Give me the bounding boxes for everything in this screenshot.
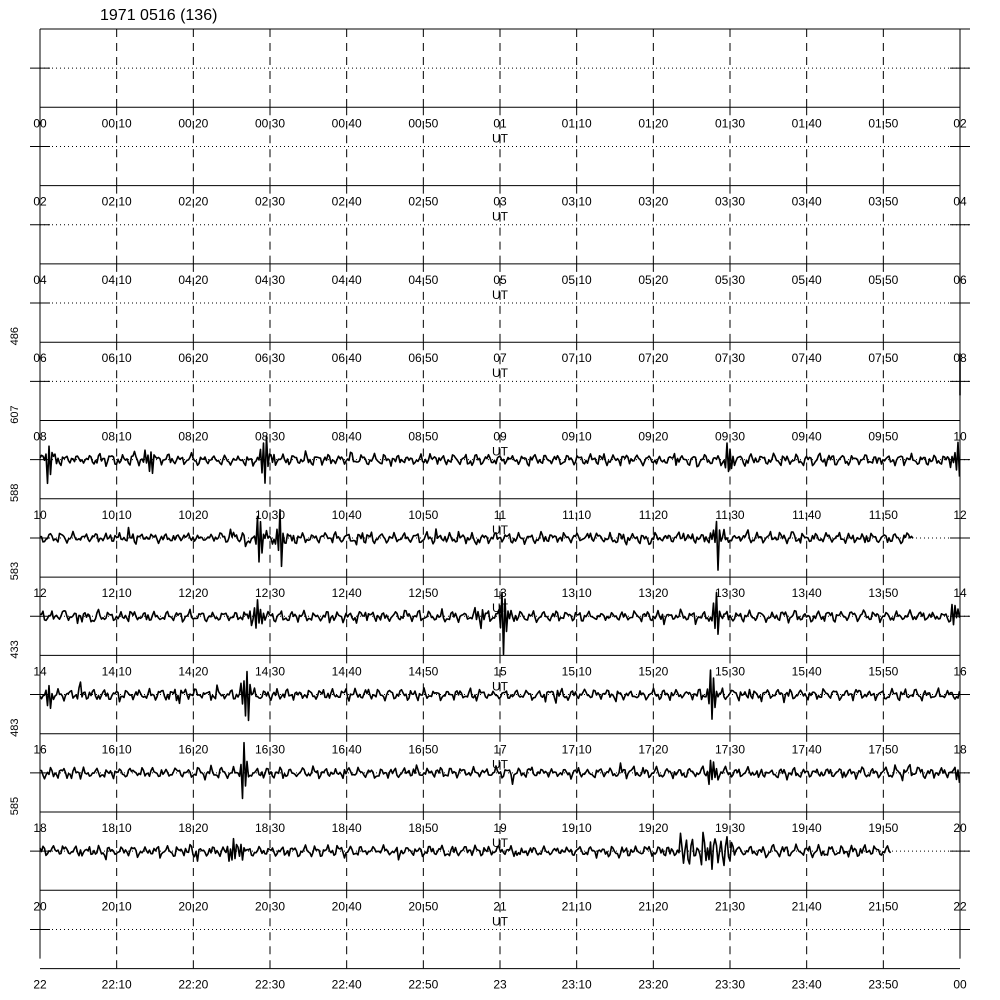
tick-label: 02:10 bbox=[101, 194, 132, 209]
tick-label: 03:40 bbox=[791, 194, 822, 209]
tick-label: 03:20 bbox=[638, 194, 669, 209]
tick-label: 05 bbox=[493, 272, 507, 287]
tick-label: 00 bbox=[33, 116, 47, 131]
tick-label: 20:20 bbox=[178, 899, 209, 914]
tick-label: 22:50 bbox=[408, 977, 439, 992]
tick-label: 15:20 bbox=[638, 664, 669, 679]
tick-label: 19:50 bbox=[868, 821, 899, 835]
tick-label: 07 bbox=[493, 351, 507, 366]
tick-label: 22 bbox=[33, 977, 47, 992]
tick-label: 09:10 bbox=[561, 429, 592, 444]
tick-label: 16:40 bbox=[331, 742, 362, 757]
row-side-label: 588 bbox=[9, 483, 21, 502]
tick-label: 02:20 bbox=[178, 194, 209, 209]
tick-label: 14 bbox=[953, 586, 967, 601]
tick-label: 13:20 bbox=[638, 586, 669, 601]
tick-label: 07:30 bbox=[714, 351, 746, 366]
tick-label: 08 bbox=[953, 351, 967, 366]
tick-label: 06:10 bbox=[101, 351, 132, 366]
tick-label: 05:10 bbox=[561, 272, 592, 287]
tick-label: 06 bbox=[953, 272, 967, 287]
tick-label: 12:40 bbox=[331, 586, 362, 601]
chart-plot-area bbox=[9, 29, 970, 992]
tick-label: 06:40 bbox=[331, 351, 362, 366]
tick-label: 17 bbox=[493, 742, 507, 757]
tick-label: 07:10 bbox=[561, 351, 592, 366]
tick-label: 08:40 bbox=[331, 429, 362, 444]
tick-label: 02 bbox=[953, 116, 967, 131]
tick-label: 02:50 bbox=[408, 194, 439, 209]
tick-label: 19:40 bbox=[791, 821, 822, 835]
tick-label: 17:10 bbox=[561, 742, 592, 757]
tick-label: 03 bbox=[493, 194, 507, 209]
tick-label: 12:30 bbox=[254, 586, 286, 601]
tick-label: 17:30 bbox=[714, 742, 746, 757]
tick-label: 11:20 bbox=[638, 507, 668, 522]
tick-label: 06:20 bbox=[178, 351, 209, 366]
tick-label: 00:40 bbox=[331, 116, 362, 131]
x-axis-label: UT bbox=[492, 601, 508, 616]
tick-label: 22:40 bbox=[331, 977, 362, 992]
tick-label: 01:30 bbox=[714, 116, 746, 131]
tick-label: 09:20 bbox=[638, 429, 669, 444]
row-side-label: 585 bbox=[9, 796, 21, 816]
tick-label: 06:30 bbox=[254, 351, 286, 366]
tick-label: 19:30 bbox=[714, 821, 746, 835]
tick-label: 10:30 bbox=[254, 507, 286, 522]
tick-label: 15:40 bbox=[791, 664, 822, 679]
tick-label: 20:30 bbox=[254, 899, 286, 914]
tick-label: 20:40 bbox=[331, 899, 362, 914]
tick-label: 14:30 bbox=[254, 664, 286, 679]
tick-label: 12:10 bbox=[101, 586, 132, 601]
tick-label: 10:10 bbox=[101, 507, 132, 522]
x-axis-label: UT bbox=[492, 366, 508, 381]
chart-title: 1971 0516 (136) bbox=[100, 7, 218, 24]
tick-label: 21:40 bbox=[791, 899, 822, 914]
tick-label: 11 bbox=[493, 507, 507, 522]
tick-label: 08 bbox=[33, 429, 47, 444]
tick-label: 05:30 bbox=[714, 272, 746, 287]
tick-label: 01:20 bbox=[638, 116, 669, 131]
tick-label: 14:20 bbox=[178, 664, 209, 679]
tick-label: 04:50 bbox=[408, 272, 439, 287]
tick-label: 14:40 bbox=[331, 664, 362, 679]
tick-label: 11:40 bbox=[792, 507, 822, 522]
tick-label: 10:40 bbox=[331, 507, 362, 522]
tick-label: 08:50 bbox=[408, 429, 439, 444]
x-axis-label: UT bbox=[492, 836, 508, 850]
tick-label: 13:40 bbox=[791, 586, 822, 601]
row-side-label: 583 bbox=[9, 561, 21, 581]
tick-label: 05:20 bbox=[638, 272, 669, 287]
tick-label: 01:40 bbox=[791, 116, 822, 131]
tick-label: 23:20 bbox=[638, 977, 669, 992]
tick-label: 21 bbox=[493, 899, 507, 914]
tick-label: 12 bbox=[953, 507, 967, 522]
tick-label: 18:50 bbox=[408, 821, 439, 835]
tick-label: 01:10 bbox=[561, 116, 592, 131]
tick-label: 14:50 bbox=[408, 664, 439, 679]
tick-label: 01:50 bbox=[868, 116, 899, 131]
tick-label: 02:40 bbox=[331, 194, 362, 209]
tick-label: 14 bbox=[33, 664, 47, 679]
tick-label: 22:30 bbox=[254, 977, 286, 992]
row-side-label: 486 bbox=[9, 327, 21, 346]
row-side-label: 607 bbox=[9, 405, 21, 424]
tick-label: 14:10 bbox=[101, 664, 132, 679]
tick-label: 18 bbox=[33, 821, 47, 835]
tick-label: 15 bbox=[493, 664, 507, 679]
tick-label: 04 bbox=[953, 194, 967, 209]
tick-label: 03:10 bbox=[561, 194, 592, 209]
tick-label: 07:20 bbox=[638, 351, 669, 366]
tick-label: 18:30 bbox=[254, 821, 286, 835]
row-0 bbox=[30, 29, 970, 107]
tick-label: 18 bbox=[953, 742, 967, 757]
tick-label: 22 bbox=[953, 899, 967, 914]
tick-label: 20:50 bbox=[408, 899, 439, 914]
tick-label: 10 bbox=[33, 507, 47, 522]
tick-label: 19:20 bbox=[638, 821, 669, 835]
tick-label: 09:50 bbox=[868, 429, 899, 444]
tick-label: 09 bbox=[493, 429, 507, 444]
tick-label: 18:10 bbox=[101, 821, 132, 835]
tick-label: 10 bbox=[953, 429, 967, 444]
tick-label: 08:30 bbox=[254, 429, 286, 444]
tick-label: 13 bbox=[493, 586, 507, 601]
trace-row-10 bbox=[40, 832, 891, 869]
tick-label: 00:50 bbox=[408, 116, 439, 131]
tick-label: 13:30 bbox=[714, 586, 746, 601]
tick-label: 16 bbox=[953, 664, 967, 679]
tick-label: 05:40 bbox=[791, 272, 822, 287]
tick-label: 07:50 bbox=[868, 351, 899, 366]
tick-label: 13:50 bbox=[868, 586, 899, 601]
tick-label: 15:10 bbox=[561, 664, 592, 679]
tick-label: 11:10 bbox=[562, 507, 592, 522]
x-axis-label: UT bbox=[492, 444, 508, 459]
x-axis-label: UT bbox=[492, 914, 508, 929]
tick-label: 12 bbox=[33, 586, 47, 601]
tick-label: 22:10 bbox=[101, 977, 132, 992]
tick-label: 15:30 bbox=[714, 664, 746, 679]
tick-label: 18:20 bbox=[178, 821, 209, 835]
tick-label: 23:10 bbox=[561, 977, 592, 992]
tick-label: 21:10 bbox=[561, 899, 592, 914]
x-axis-label: UT bbox=[492, 679, 508, 694]
tick-label: 16:20 bbox=[178, 742, 209, 757]
tick-label: 12:50 bbox=[408, 586, 439, 601]
row-side-label: 483 bbox=[9, 718, 21, 737]
tick-label: 05:50 bbox=[868, 272, 899, 287]
tick-label: 19 bbox=[493, 821, 507, 835]
tick-label: 02:30 bbox=[254, 194, 286, 209]
x-axis-label: UT bbox=[492, 287, 508, 302]
tick-label: 12:20 bbox=[178, 586, 209, 601]
tick-label: 09:40 bbox=[791, 429, 822, 444]
tick-label: 08:10 bbox=[101, 429, 132, 444]
tick-label: 04:20 bbox=[178, 272, 209, 287]
tick-label: 15:50 bbox=[868, 664, 899, 679]
tick-label: 22:20 bbox=[178, 977, 209, 992]
x-axis-label: UT bbox=[492, 522, 508, 537]
tick-label: 21:50 bbox=[868, 899, 899, 914]
tick-label: 21:30 bbox=[714, 899, 746, 914]
tick-label: 06 bbox=[33, 351, 47, 366]
tick-label: 03:30 bbox=[714, 194, 746, 209]
tick-label: 04:30 bbox=[254, 272, 286, 287]
tick-label: 20 bbox=[33, 899, 47, 914]
tick-label: 17:40 bbox=[791, 742, 822, 757]
tick-label: 17:20 bbox=[638, 742, 669, 757]
x-axis-label: UT bbox=[492, 757, 508, 772]
tick-label: 23 bbox=[493, 977, 507, 992]
tick-label: 04:40 bbox=[331, 272, 362, 287]
tick-label: 02 bbox=[33, 194, 47, 209]
tick-label: 07:40 bbox=[791, 351, 822, 366]
tick-label: 23:30 bbox=[714, 977, 746, 992]
tick-label: 16:30 bbox=[254, 742, 286, 757]
tick-labels-layer bbox=[9, 116, 967, 991]
tick-label: 01 bbox=[493, 116, 507, 131]
tick-label: 19:10 bbox=[561, 821, 592, 835]
tick-label: 13:10 bbox=[561, 586, 592, 601]
row-side-label: 433 bbox=[9, 640, 21, 659]
tick-label: 00 bbox=[953, 977, 967, 992]
tick-label: 08:20 bbox=[178, 429, 209, 444]
x-axis-label: UT bbox=[492, 131, 508, 146]
tick-label: 06:50 bbox=[408, 351, 439, 366]
tick-label: 23:50 bbox=[868, 977, 899, 992]
tick-label: 17:50 bbox=[868, 742, 899, 757]
tick-label: 11:50 bbox=[868, 507, 898, 522]
tick-label: 23:40 bbox=[791, 977, 822, 992]
tick-label: 04:10 bbox=[101, 272, 132, 287]
tick-label: 09:30 bbox=[714, 429, 746, 444]
tick-label: 00:20 bbox=[178, 116, 209, 131]
tick-label: 10:20 bbox=[178, 507, 209, 522]
tick-label: 04 bbox=[33, 272, 47, 287]
x-axis-label: UT bbox=[492, 209, 508, 224]
tick-label: 16:10 bbox=[101, 742, 132, 757]
tick-label: 03:50 bbox=[868, 194, 899, 209]
tick-label: 21:20 bbox=[638, 899, 669, 914]
tick-label: 20:10 bbox=[101, 899, 132, 914]
tick-label: 10:50 bbox=[408, 507, 439, 522]
tick-label: 00:30 bbox=[254, 116, 286, 131]
tick-label: 16 bbox=[33, 742, 47, 757]
tick-label: 20 bbox=[953, 821, 967, 835]
tick-label: 16:50 bbox=[408, 742, 439, 757]
tick-label: 11:30 bbox=[715, 507, 745, 522]
tick-label: 00:10 bbox=[101, 116, 132, 131]
tick-label: 18:40 bbox=[331, 821, 362, 835]
